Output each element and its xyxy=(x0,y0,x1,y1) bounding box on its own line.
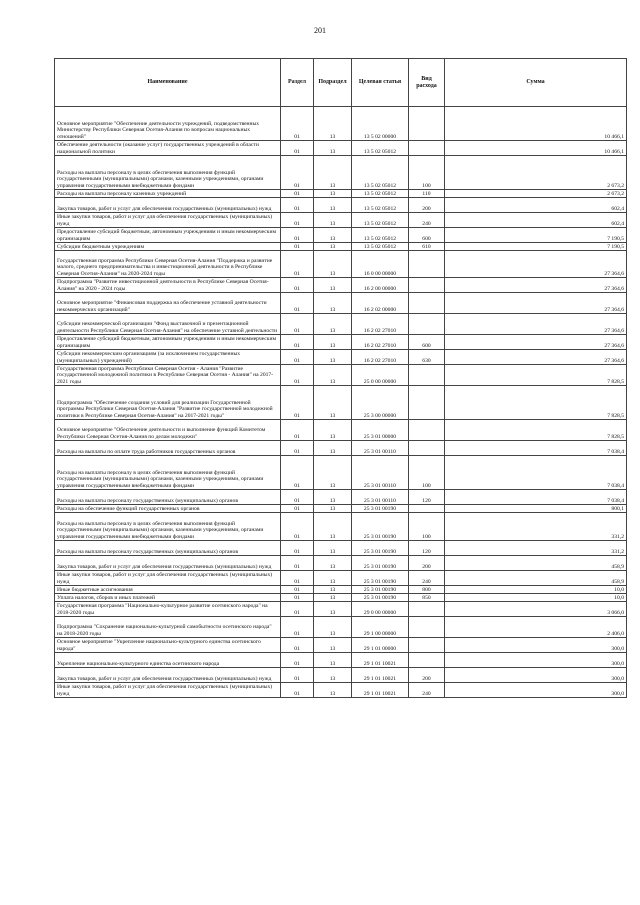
row-sum: 331,2 xyxy=(445,541,627,556)
row-name: Закупка товаров, работ и услуг для обеспечения государственных (муниципальных) нужд xyxy=(55,556,281,571)
row-subsection: 13 xyxy=(314,386,352,420)
row-target-article: 25 3 01 00190 xyxy=(352,505,409,513)
header-subsection: Подраздел xyxy=(314,59,352,107)
row-section: 01 xyxy=(281,586,314,594)
row-expense-type: 120 xyxy=(409,490,445,505)
row-expense-type xyxy=(409,653,445,668)
row-target-article: 13 5 02 05012 xyxy=(352,213,409,228)
row-sum: 458,9 xyxy=(445,571,627,586)
row-subsection: 13 xyxy=(314,365,352,386)
row-subsection: 13 xyxy=(314,190,352,198)
row-section: 01 xyxy=(281,420,314,441)
row-target-article: 25 0 00 00000 xyxy=(352,365,409,386)
row-subsection: 13 xyxy=(314,278,352,293)
row-sum: 602,4 xyxy=(445,213,627,228)
row-expense-type: 100 xyxy=(409,456,445,490)
row-sum: 27 364,6 xyxy=(445,293,627,314)
row-section: 01 xyxy=(281,350,314,365)
row-target-article: 16 2 00 00000 xyxy=(352,278,409,293)
row-section: 01 xyxy=(281,141,314,156)
row-target-article: 13 5 02 05012 xyxy=(352,198,409,213)
row-expense-type xyxy=(409,107,445,141)
row-section: 01 xyxy=(281,278,314,293)
row-subsection: 13 xyxy=(314,586,352,594)
row-target-article: 25 3 01 00190 xyxy=(352,571,409,586)
header-section: Раздел xyxy=(281,59,314,107)
row-subsection: 13 xyxy=(314,335,352,350)
row-section: 01 xyxy=(281,505,314,513)
table-row xyxy=(55,638,627,653)
header-expense-type: Вид расхода xyxy=(409,59,445,107)
table-row xyxy=(55,251,627,278)
row-target-article: 25 3 01 00110 xyxy=(352,490,409,505)
header-sum: Сумма xyxy=(445,59,627,107)
row-expense-type xyxy=(409,386,445,420)
row-subsection: 13 xyxy=(314,198,352,213)
row-target-article: 16 2 02 00000 xyxy=(352,293,409,314)
row-subsection: 13 xyxy=(314,490,352,505)
row-name: Субсидии некоммерческим организациям (за исключением государственных (муниципальных) учреждений) xyxy=(55,350,281,365)
row-expense-type: 600 xyxy=(409,228,445,243)
row-target-article: 13 5 02 05012 xyxy=(352,141,409,156)
row-target-article: 25 3 00 00000 xyxy=(352,386,409,420)
row-target-article: 13 5 02 05012 xyxy=(352,156,409,190)
row-sum: 331,2 xyxy=(445,513,627,541)
table-row xyxy=(55,198,627,213)
row-sum: 7 828,5 xyxy=(445,420,627,441)
row-name: Основное мероприятие "Укрепление национально-культурного единства осетинского народа" xyxy=(55,638,281,653)
table-row xyxy=(55,456,627,490)
row-section: 01 xyxy=(281,314,314,335)
row-sum: 300,0 xyxy=(445,653,627,668)
row-sum: 27 364,6 xyxy=(445,251,627,278)
row-subsection: 13 xyxy=(314,107,352,141)
row-subsection: 13 xyxy=(314,293,352,314)
row-target-article: 29 1 01 00000 xyxy=(352,638,409,653)
row-name: Расходы на выплаты персоналу казенных учреждений xyxy=(55,190,281,198)
row-subsection: 13 xyxy=(314,683,352,698)
row-sum: 7 038,4 xyxy=(445,490,627,505)
row-subsection: 13 xyxy=(314,456,352,490)
row-name: Расходы на выплаты персоналу государственных (муниципальных) органов xyxy=(55,541,281,556)
row-section: 01 xyxy=(281,653,314,668)
row-section: 01 xyxy=(281,228,314,243)
row-subsection: 13 xyxy=(314,602,352,617)
row-subsection: 13 xyxy=(314,156,352,190)
row-name: Подпрограмма "Сохранение национально-культурной самобытности осетинского народа" на 2018-2020 годы xyxy=(55,617,281,638)
row-name: Иные закупки товаров, работ и услуг для обеспечения государственных (муниципальных) нужд xyxy=(55,213,281,228)
row-section: 01 xyxy=(281,441,314,456)
row-sum: 7 190,5 xyxy=(445,243,627,251)
row-target-article: 25 3 01 00000 xyxy=(352,420,409,441)
table-row xyxy=(55,571,627,586)
row-name: Государственная программа Республики Северная Осетия - Алания "Развитие государственной молодежной политики в Республике Северная Осетия - Алания" на 2017-2021 годы xyxy=(55,365,281,386)
row-subsection: 13 xyxy=(314,571,352,586)
table-row xyxy=(55,617,627,638)
row-expense-type: 630 xyxy=(409,350,445,365)
row-section: 01 xyxy=(281,556,314,571)
row-name: Обеспечение деятельности (оказание услуг) государственных учреждений в области национальной политики xyxy=(55,141,281,156)
row-target-article: 29 1 01 10021 xyxy=(352,653,409,668)
row-expense-type xyxy=(409,278,445,293)
table-row xyxy=(55,668,627,683)
row-sum: 27 364,6 xyxy=(445,314,627,335)
row-subsection: 13 xyxy=(314,228,352,243)
row-expense-type: 100 xyxy=(409,156,445,190)
budget-table xyxy=(54,58,627,698)
row-subsection: 13 xyxy=(314,314,352,335)
row-sum: 27 364,6 xyxy=(445,278,627,293)
row-section: 01 xyxy=(281,602,314,617)
row-section: 01 xyxy=(281,293,314,314)
row-name: Расходы на выплаты персоналу государственных (муниципальных) органов xyxy=(55,490,281,505)
row-sum: 27 364,6 xyxy=(445,350,627,365)
row-expense-type xyxy=(409,441,445,456)
row-section: 01 xyxy=(281,617,314,638)
row-name: Основное мероприятие "Обеспечение деятельности и выполнение функций Комитетом Республики Северная Осетия-Алания по делам молодежи" xyxy=(55,420,281,441)
row-target-article: 25 3 01 00190 xyxy=(352,594,409,602)
row-target-article: 29 1 01 10021 xyxy=(352,683,409,698)
row-subsection: 13 xyxy=(314,617,352,638)
row-subsection: 13 xyxy=(314,541,352,556)
row-target-article: 13 5 02 00000 xyxy=(352,107,409,141)
row-target-article: 29 1 01 10021 xyxy=(352,668,409,683)
row-expense-type: 240 xyxy=(409,683,445,698)
row-section: 01 xyxy=(281,335,314,350)
row-sum: 800,1 xyxy=(445,505,627,513)
row-section: 01 xyxy=(281,668,314,683)
row-name: Предоставление субсидий бюджетным, автономным учреждениям и иным некоммерческим организациям xyxy=(55,335,281,350)
row-target-article: 13 5 02 05012 xyxy=(352,190,409,198)
row-name: Расходы на обеспечение функций государственных органов xyxy=(55,505,281,513)
table-row xyxy=(55,365,627,386)
row-section: 01 xyxy=(281,386,314,420)
row-expense-type xyxy=(409,293,445,314)
row-section: 01 xyxy=(281,243,314,251)
row-sum: 7 828,5 xyxy=(445,365,627,386)
row-section: 01 xyxy=(281,365,314,386)
row-sum: 7 038,4 xyxy=(445,441,627,456)
row-subsection: 13 xyxy=(314,556,352,571)
row-subsection: 13 xyxy=(314,213,352,228)
row-name: Подпрограмма "Развитие инвестиционной деятельности в Республике Северная Осетия-Алания" на 2020 - 2024 годы xyxy=(55,278,281,293)
row-subsection: 13 xyxy=(314,441,352,456)
table-row xyxy=(55,441,627,456)
row-name: Государственная программа Республики Северная Осетия-Алания "Поддержка и развитие малого, среднего предпринимательства и инвестиционной деятельности в Республике Северная Осетия-Алания" на 2020-2024 годы xyxy=(55,251,281,278)
row-subsection: 13 xyxy=(314,513,352,541)
header-name: Наименование xyxy=(55,59,281,107)
table-row xyxy=(55,243,627,251)
row-section: 01 xyxy=(281,541,314,556)
row-target-article: 25 3 01 00190 xyxy=(352,556,409,571)
table-row xyxy=(55,293,627,314)
row-target-article: 25 3 01 00110 xyxy=(352,456,409,490)
row-name: Расходы на выплаты персоналу в целях обеспечения выполнения функций государственными (муниципальными) органами, казенными учреждениями, органами управления государственными внебюджетными фондами xyxy=(55,513,281,541)
row-sum: 300,0 xyxy=(445,638,627,653)
row-sum: 10,0 xyxy=(445,586,627,594)
row-sum: 300,0 xyxy=(445,683,627,698)
row-expense-type xyxy=(409,638,445,653)
row-section: 01 xyxy=(281,513,314,541)
row-sum: 10 466,1 xyxy=(445,141,627,156)
row-target-article: 16 2 02 27010 xyxy=(352,314,409,335)
row-sum: 7 190,5 xyxy=(445,228,627,243)
table-row xyxy=(55,653,627,668)
row-name: Расходы на выплаты персоналу в целях обеспечения выполнения функций государственными (муниципальными) органами, казенными учреждениями, органами управления государственными внебюджетными фондами xyxy=(55,456,281,490)
row-name: Закупка товаров, работ и услуг для обеспечения государственных (муниципальных) нужд xyxy=(55,198,281,213)
table-row xyxy=(55,513,627,541)
row-name: Расходы на выплаты персоналу в целях обеспечения выполнения функций государственными (муниципальными) органами, казенными учреждениями, органами управления государственными внебюджетными фондами xyxy=(55,156,281,190)
table-row xyxy=(55,602,627,617)
row-sum: 27 364,6 xyxy=(445,335,627,350)
table-row xyxy=(55,141,627,156)
row-expense-type xyxy=(409,420,445,441)
table-row xyxy=(55,278,627,293)
row-expense-type xyxy=(409,141,445,156)
row-name: Укрепление национально-культурного единства осетинского народа xyxy=(55,653,281,668)
row-section: 01 xyxy=(281,213,314,228)
row-target-article: 16 2 02 27010 xyxy=(352,335,409,350)
row-name: Расходы на выплаты по оплате труда работников государственных органов xyxy=(55,441,281,456)
row-expense-type: 610 xyxy=(409,243,445,251)
table-row xyxy=(55,505,627,513)
row-expense-type xyxy=(409,365,445,386)
table-row xyxy=(55,586,627,594)
table-row xyxy=(55,594,627,602)
table-row xyxy=(55,420,627,441)
row-name: Основное мероприятие "Финансовая поддержка на обеспечение уставной деятельности некоммерческих организаций" xyxy=(55,293,281,314)
row-section: 01 xyxy=(281,683,314,698)
row-name: Субсидии бюджетным учреждениям xyxy=(55,243,281,251)
row-sum: 2 673,2 xyxy=(445,190,627,198)
table-row xyxy=(55,314,627,335)
row-subsection: 13 xyxy=(314,668,352,683)
table-row xyxy=(55,190,627,198)
row-section: 01 xyxy=(281,198,314,213)
row-expense-type: 200 xyxy=(409,198,445,213)
row-sum: 10 466,1 xyxy=(445,107,627,141)
row-name: Основное мероприятие "Обеспечение деятельности учреждений, подведомственных Министерству Республики Северная Осетия-Алания по вопросам национальных отношений" xyxy=(55,107,281,141)
row-sum: 602,4 xyxy=(445,198,627,213)
row-subsection: 13 xyxy=(314,243,352,251)
row-expense-type: 240 xyxy=(409,571,445,586)
row-sum: 7 828,5 xyxy=(445,386,627,420)
page-number: 201 xyxy=(314,26,326,35)
header-target-article: Целевая статья xyxy=(352,59,409,107)
table-row xyxy=(55,228,627,243)
row-expense-type: 110 xyxy=(409,190,445,198)
row-name: Иные закупки товаров, работ и услуг для обеспечения государственных (муниципальных) нужд xyxy=(55,571,281,586)
table-row xyxy=(55,541,627,556)
row-subsection: 13 xyxy=(314,251,352,278)
row-expense-type: 120 xyxy=(409,541,445,556)
row-section: 01 xyxy=(281,638,314,653)
row-expense-type xyxy=(409,617,445,638)
row-target-article: 25 3 01 00190 xyxy=(352,541,409,556)
row-target-article: 29 0 00 00000 xyxy=(352,602,409,617)
table-row xyxy=(55,556,627,571)
row-subsection: 13 xyxy=(314,350,352,365)
table-row xyxy=(55,107,627,141)
row-expense-type xyxy=(409,505,445,513)
row-target-article: 25 3 01 00190 xyxy=(352,513,409,541)
row-target-article: 25 3 01 00110 xyxy=(352,441,409,456)
row-name: Иные бюджетные ассигнования xyxy=(55,586,281,594)
row-sum: 2 673,2 xyxy=(445,156,627,190)
row-expense-type: 200 xyxy=(409,556,445,571)
row-target-article: 16 2 02 27010 xyxy=(352,350,409,365)
row-expense-type: 800 xyxy=(409,586,445,594)
row-subsection: 13 xyxy=(314,505,352,513)
row-name: Предоставление субсидий бюджетным, автономным учреждениям и иным некоммерческим организациям xyxy=(55,228,281,243)
row-name: Подпрограмма "Обеспечение создания условий для реализации Государственной программы Республики Северная Осетия-Алания "Развитие государственной молодежной политики в Республике Северная Осетия-Алания" на 2017-2021 годы" xyxy=(55,386,281,420)
row-section: 01 xyxy=(281,571,314,586)
row-name: Закупка товаров, работ и услуг для обеспечения государственных (муниципальных) нужд xyxy=(55,668,281,683)
row-expense-type: 100 xyxy=(409,513,445,541)
row-expense-type: 600 xyxy=(409,335,445,350)
row-expense-type: 240 xyxy=(409,213,445,228)
row-target-article: 25 3 01 00190 xyxy=(352,586,409,594)
table-row xyxy=(55,683,627,698)
row-subsection: 13 xyxy=(314,141,352,156)
row-name: Субсидии некоммерческой организации "Фонд выставочной и презентационной деятельности Республики Северная Осетия-Алания" на обеспечение уставной деятельности xyxy=(55,314,281,335)
row-expense-type xyxy=(409,314,445,335)
table-row xyxy=(55,335,627,350)
row-name: Государственная программа "Национально-культурное развитие осетинского народа" на 2018-2020 годы xyxy=(55,602,281,617)
row-section: 01 xyxy=(281,190,314,198)
row-sum: 3 066,0 xyxy=(445,602,627,617)
row-expense-type xyxy=(409,251,445,278)
row-sum: 458,9 xyxy=(445,556,627,571)
table-row xyxy=(55,490,627,505)
row-target-article: 16 0 00 00000 xyxy=(352,251,409,278)
row-subsection: 13 xyxy=(314,594,352,602)
row-section: 01 xyxy=(281,490,314,505)
row-section: 01 xyxy=(281,156,314,190)
row-expense-type: 850 xyxy=(409,594,445,602)
row-target-article: 29 1 00 00000 xyxy=(352,617,409,638)
table-body xyxy=(55,107,627,698)
row-sum: 2 406,0 xyxy=(445,617,627,638)
row-section: 01 xyxy=(281,251,314,278)
row-subsection: 13 xyxy=(314,638,352,653)
table-row xyxy=(55,156,627,190)
row-name: Иные закупки товаров, работ и услуг для обеспечения государственных (муниципальных) нужд xyxy=(55,683,281,698)
row-expense-type: 200 xyxy=(409,668,445,683)
row-sum: 10,0 xyxy=(445,594,627,602)
row-target-article: 13 5 02 05012 xyxy=(352,228,409,243)
row-subsection: 13 xyxy=(314,420,352,441)
row-section: 01 xyxy=(281,107,314,141)
row-section: 01 xyxy=(281,456,314,490)
row-sum: 7 038,4 xyxy=(445,456,627,490)
table-row xyxy=(55,213,627,228)
table-header-row xyxy=(55,59,627,107)
row-subsection: 13 xyxy=(314,653,352,668)
row-section: 01 xyxy=(281,594,314,602)
row-target-article: 13 5 02 05012 xyxy=(352,243,409,251)
table-row xyxy=(55,350,627,365)
row-name: Уплата налогов, сборов и иных платежей xyxy=(55,594,281,602)
row-expense-type xyxy=(409,602,445,617)
row-sum: 300,0 xyxy=(445,668,627,683)
table-row xyxy=(55,386,627,420)
